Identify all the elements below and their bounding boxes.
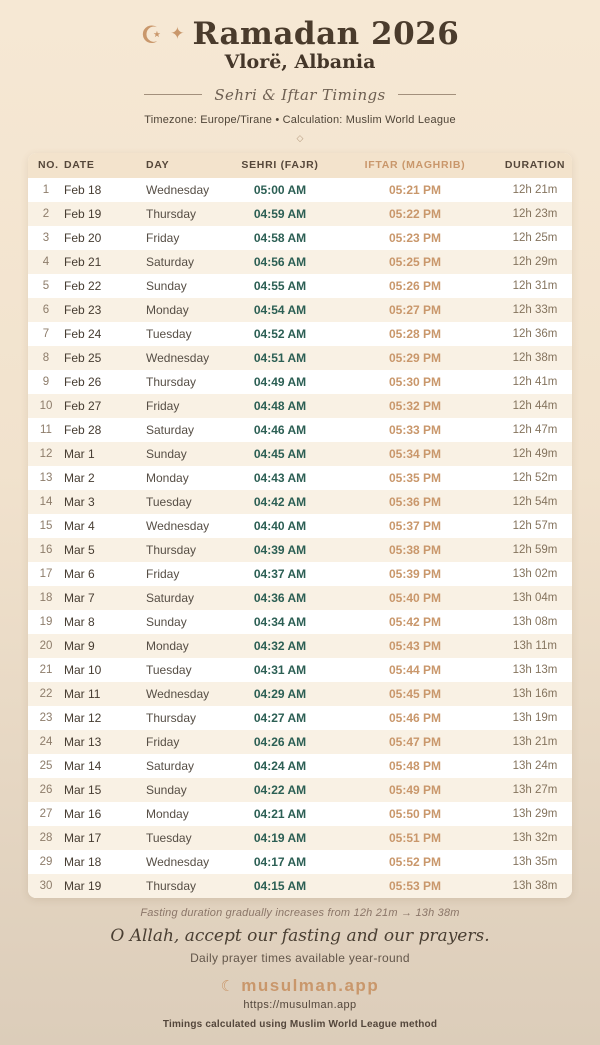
iftar-time: 05:26 PM xyxy=(388,278,442,293)
row-number: 7 xyxy=(42,327,50,340)
date-cell: Mar 14 xyxy=(64,758,102,773)
iftar-time: 05:49 PM xyxy=(388,782,442,797)
table-row xyxy=(28,634,572,658)
row-number: 24 xyxy=(39,735,53,748)
sehri-time: 04:39 AM xyxy=(253,542,307,557)
table-row xyxy=(28,826,572,850)
duration-cell: 12h 25m xyxy=(512,231,558,244)
row-number: 15 xyxy=(39,519,53,532)
day-cell: Wednesday xyxy=(146,350,210,365)
day-cell: Thursday xyxy=(146,710,197,725)
sehri-time: 04:43 AM xyxy=(253,470,307,485)
row-number: 18 xyxy=(39,591,53,604)
duration-cell: 12h 47m xyxy=(512,423,558,436)
col-header-iftar: IFTAR (MAGHRIB) xyxy=(332,153,498,178)
day-cell: Sunday xyxy=(146,278,187,293)
row-number: 13 xyxy=(39,471,53,484)
day-cell: Monday xyxy=(146,470,189,485)
row-number: 5 xyxy=(42,279,50,292)
iftar-time: 05:51 PM xyxy=(388,830,442,845)
sehri-time: 04:34 AM xyxy=(253,614,307,629)
col-header-duration: DURATION xyxy=(498,153,572,178)
row-number: 27 xyxy=(39,807,53,820)
sehri-time: 04:40 AM xyxy=(253,518,307,533)
duration-cell: 13h 02m xyxy=(512,567,558,580)
date-cell: Mar 9 xyxy=(64,638,95,653)
day-cell: Wednesday xyxy=(146,182,210,197)
day-cell: Saturday xyxy=(146,590,195,605)
iftar-time: 05:33 PM xyxy=(388,422,442,437)
date-cell: Mar 18 xyxy=(64,854,102,869)
sehri-time: 04:32 AM xyxy=(253,638,307,653)
day-cell: Tuesday xyxy=(146,494,192,509)
table-row xyxy=(28,754,572,778)
day-cell: Tuesday xyxy=(146,830,192,845)
duration-cell: 12h 38m xyxy=(512,351,558,364)
page-title: Ramadan 2026 xyxy=(192,16,460,52)
section-title: Sehri & Iftar Timings xyxy=(214,85,386,104)
table-row xyxy=(28,226,572,250)
row-number: 16 xyxy=(39,543,53,556)
table-row xyxy=(28,562,572,586)
day-cell: Wednesday xyxy=(146,854,210,869)
table-row xyxy=(28,442,572,466)
table-header-row xyxy=(28,153,572,178)
iftar-time: 05:27 PM xyxy=(388,302,442,317)
duration-cell: 12h 21m xyxy=(512,183,558,196)
page-footer xyxy=(0,907,600,1030)
duration-cell: 12h 57m xyxy=(512,519,558,532)
row-number: 17 xyxy=(39,567,53,580)
sehri-time: 04:52 AM xyxy=(253,326,307,341)
duration-cell: 12h 23m xyxy=(512,207,558,220)
table-row xyxy=(28,298,572,322)
row-number: 30 xyxy=(39,879,53,892)
brand-name: musulman.app xyxy=(241,975,380,995)
day-cell: Wednesday xyxy=(146,686,210,701)
duration-cell: 12h 41m xyxy=(512,375,558,388)
table-row xyxy=(28,466,572,490)
diamond-ornament-icon: ◇ xyxy=(296,132,304,143)
date-cell: Mar 15 xyxy=(64,782,102,797)
iftar-time: 05:32 PM xyxy=(388,398,442,413)
availability-line: Daily prayer times available year-round xyxy=(190,950,410,965)
day-cell: Thursday xyxy=(146,374,197,389)
row-number: 11 xyxy=(40,423,52,436)
duration-cell: 12h 52m xyxy=(512,471,558,484)
iftar-time: 05:53 PM xyxy=(388,878,442,893)
sehri-time: 04:51 AM xyxy=(253,350,307,365)
row-number: 6 xyxy=(42,303,50,316)
day-cell: Saturday xyxy=(146,758,195,773)
iftar-time: 05:48 PM xyxy=(388,758,442,773)
iftar-time: 05:21 PM xyxy=(388,182,442,197)
iftar-time: 05:34 PM xyxy=(388,446,442,461)
table-row xyxy=(28,250,572,274)
sehri-time: 04:36 AM xyxy=(253,590,307,605)
date-cell: Mar 16 xyxy=(64,806,102,821)
date-cell: Feb 22 xyxy=(64,278,102,293)
duration-cell: 13h 35m xyxy=(512,855,558,868)
row-number: 2 xyxy=(42,207,50,220)
row-number: 26 xyxy=(39,783,53,796)
table-row xyxy=(28,274,572,298)
duration-cell: 13h 32m xyxy=(512,831,558,844)
row-number: 1 xyxy=(42,183,50,196)
day-cell: Sunday xyxy=(146,614,187,629)
date-cell: Mar 13 xyxy=(64,734,102,749)
iftar-time: 05:35 PM xyxy=(388,470,442,485)
row-number: 21 xyxy=(39,663,53,676)
duration-cell: 13h 19m xyxy=(512,711,558,724)
sehri-time: 04:49 AM xyxy=(253,374,307,389)
sehri-time: 04:24 AM xyxy=(253,758,307,773)
sehri-time: 05:00 AM xyxy=(253,182,307,197)
table-row xyxy=(28,202,572,226)
duration-cell: 13h 11m xyxy=(513,639,557,652)
iftar-time: 05:38 PM xyxy=(388,542,442,557)
sehri-time: 04:45 AM xyxy=(253,446,307,461)
sehri-time: 04:56 AM xyxy=(253,254,307,269)
table-row xyxy=(28,538,572,562)
date-cell: Feb 23 xyxy=(64,302,102,317)
duration-cell: 12h 54m xyxy=(512,495,558,508)
iftar-time: 05:28 PM xyxy=(388,326,442,341)
row-number: 20 xyxy=(39,639,53,652)
timezone-calculation-line: Timezone: Europe/Tirane • Calculation: Muslim World League xyxy=(144,113,456,126)
duration-cell: 13h 13m xyxy=(512,663,558,676)
table-row xyxy=(28,178,572,202)
section-divider xyxy=(0,86,600,104)
duration-cell: 13h 24m xyxy=(512,759,558,772)
brand-row xyxy=(0,976,600,996)
date-cell: Feb 19 xyxy=(64,206,102,221)
sehri-time: 04:19 AM xyxy=(253,830,307,845)
iftar-time: 05:23 PM xyxy=(388,230,442,245)
iftar-time: 05:39 PM xyxy=(388,566,442,581)
iftar-time: 05:52 PM xyxy=(388,854,442,869)
col-header-sehri: SEHRI (FAJR) xyxy=(228,153,332,178)
day-cell: Thursday xyxy=(146,542,197,557)
date-cell: Feb 28 xyxy=(64,422,102,437)
duration-cell: 12h 31m xyxy=(512,279,558,292)
date-cell: Mar 10 xyxy=(64,662,102,677)
iftar-time: 05:22 PM xyxy=(388,206,442,221)
date-cell: Mar 6 xyxy=(64,566,95,581)
sehri-time: 04:15 AM xyxy=(253,878,307,893)
duration-cell: 12h 29m xyxy=(512,255,558,268)
date-cell: Feb 18 xyxy=(64,182,102,197)
col-header-date: DATE xyxy=(64,153,146,178)
day-cell: Monday xyxy=(146,302,189,317)
date-cell: Feb 21 xyxy=(64,254,102,269)
row-number: 8 xyxy=(42,351,50,364)
row-number: 29 xyxy=(39,855,53,868)
duration-cell: 12h 59m xyxy=(512,543,558,556)
location-subtitle: Vlorë, Albania xyxy=(224,50,376,73)
iftar-time: 05:29 PM xyxy=(388,350,442,365)
iftar-time: 05:36 PM xyxy=(388,494,442,509)
date-cell: Mar 8 xyxy=(64,614,95,629)
date-cell: Mar 12 xyxy=(64,710,102,725)
date-cell: Mar 2 xyxy=(64,470,95,485)
sehri-time: 04:22 AM xyxy=(253,782,307,797)
sparkle-icon: ✦ xyxy=(170,24,185,44)
iftar-time: 05:40 PM xyxy=(388,590,442,605)
duration-trend-note: Fasting duration gradually increases from 12h 21m → 13h 38m xyxy=(140,906,460,919)
date-cell: Feb 24 xyxy=(64,326,102,341)
date-cell: Mar 7 xyxy=(64,590,95,605)
date-cell: Mar 3 xyxy=(64,494,95,509)
duration-cell: 12h 33m xyxy=(512,303,558,316)
iftar-time: 05:44 PM xyxy=(388,662,442,677)
day-cell: Friday xyxy=(146,566,180,581)
date-cell: Mar 1 xyxy=(64,446,95,461)
day-cell: Thursday xyxy=(146,878,197,893)
row-number: 10 xyxy=(39,399,53,412)
iftar-time: 05:50 PM xyxy=(388,806,442,821)
duration-cell: 12h 49m xyxy=(512,447,558,460)
table-row xyxy=(28,658,572,682)
table-row xyxy=(28,370,572,394)
sehri-time: 04:46 AM xyxy=(253,422,307,437)
date-cell: Feb 27 xyxy=(64,398,102,413)
duration-cell: 13h 16m xyxy=(512,687,558,700)
sehri-time: 04:54 AM xyxy=(253,302,307,317)
row-number: 19 xyxy=(39,615,53,628)
table-row xyxy=(28,418,572,442)
crescent-icon: ☾ xyxy=(220,977,235,995)
page-header xyxy=(0,18,600,144)
table-row xyxy=(28,610,572,634)
sehri-time: 04:29 AM xyxy=(253,686,307,701)
duration-cell: 13h 08m xyxy=(512,615,558,628)
sehri-time: 04:27 AM xyxy=(253,710,307,725)
duration-cell: 12h 44m xyxy=(512,399,558,412)
table-row xyxy=(28,586,572,610)
day-cell: Tuesday xyxy=(146,662,192,677)
day-cell: Monday xyxy=(146,806,189,821)
day-cell: Friday xyxy=(146,230,180,245)
day-cell: Saturday xyxy=(146,422,195,437)
iftar-time: 05:30 PM xyxy=(388,374,442,389)
table-row xyxy=(28,346,572,370)
sehri-time: 04:37 AM xyxy=(253,566,307,581)
iftar-time: 05:43 PM xyxy=(388,638,442,653)
sehri-time: 04:26 AM xyxy=(253,734,307,749)
row-number: 4 xyxy=(42,255,50,268)
iftar-time: 05:46 PM xyxy=(388,710,442,725)
day-cell: Friday xyxy=(146,398,180,413)
sehri-time: 04:48 AM xyxy=(253,398,307,413)
duration-cell: 13h 04m xyxy=(512,591,558,604)
table-row xyxy=(28,850,572,874)
table-row xyxy=(28,778,572,802)
iftar-time: 05:37 PM xyxy=(388,518,442,533)
date-cell: Feb 25 xyxy=(64,350,102,365)
sehri-time: 04:59 AM xyxy=(253,206,307,221)
table-row xyxy=(28,874,572,898)
table-row xyxy=(28,514,572,538)
duration-cell: 13h 27m xyxy=(512,783,558,796)
table-row xyxy=(28,730,572,754)
sehri-time: 04:17 AM xyxy=(253,854,307,869)
iftar-time: 05:25 PM xyxy=(388,254,442,269)
col-header-no: NO. xyxy=(28,153,64,178)
divider-rule-left xyxy=(144,94,202,95)
day-cell: Thursday xyxy=(146,206,197,221)
timings-table-card xyxy=(28,153,572,898)
brand-url: https://musulman.app xyxy=(243,998,357,1011)
day-cell: Wednesday xyxy=(146,518,210,533)
timings-table xyxy=(28,153,572,898)
day-cell: Monday xyxy=(146,638,189,653)
row-number: 14 xyxy=(39,495,53,508)
day-cell: Tuesday xyxy=(146,326,192,341)
date-cell: Mar 19 xyxy=(64,878,102,893)
table-row xyxy=(28,394,572,418)
iftar-time: 05:45 PM xyxy=(388,686,442,701)
duration-cell: 13h 29m xyxy=(512,807,558,820)
row-number: 23 xyxy=(39,711,53,724)
sehri-time: 04:42 AM xyxy=(253,494,307,509)
duration-cell: 12h 36m xyxy=(512,327,558,340)
row-number: 3 xyxy=(42,231,50,244)
iftar-time: 05:42 PM xyxy=(388,614,442,629)
sehri-time: 04:58 AM xyxy=(253,230,307,245)
divider-rule-right xyxy=(398,94,456,95)
sehri-time: 04:55 AM xyxy=(253,278,307,293)
date-cell: Feb 20 xyxy=(64,230,102,245)
table-row xyxy=(28,682,572,706)
calculation-method-line: Timings calculated using Muslim World League method xyxy=(162,1018,438,1030)
dua-quote: O Allah, accept our fasting and our prayers. xyxy=(110,925,490,946)
day-cell: Sunday xyxy=(146,782,187,797)
crescent-star-icon: ☪ xyxy=(140,21,163,49)
duration-cell: 13h 38m xyxy=(512,879,558,892)
date-cell: Mar 11 xyxy=(64,686,101,701)
iftar-time: 05:47 PM xyxy=(388,734,442,749)
day-cell: Sunday xyxy=(146,446,187,461)
table-row xyxy=(28,490,572,514)
row-number: 28 xyxy=(39,831,53,844)
sehri-time: 04:21 AM xyxy=(253,806,307,821)
row-number: 25 xyxy=(39,759,53,772)
row-number: 9 xyxy=(42,375,50,388)
date-cell: Feb 26 xyxy=(64,374,102,389)
table-row xyxy=(28,322,572,346)
date-cell: Mar 5 xyxy=(64,542,95,557)
table-row xyxy=(28,706,572,730)
date-cell: Mar 17 xyxy=(64,830,102,845)
day-cell: Friday xyxy=(146,734,180,749)
date-cell: Mar 4 xyxy=(64,518,95,533)
table-row xyxy=(28,802,572,826)
sehri-time: 04:31 AM xyxy=(253,662,307,677)
row-number: 12 xyxy=(39,447,53,460)
col-header-day: DAY xyxy=(146,153,228,178)
duration-cell: 13h 21m xyxy=(512,735,558,748)
day-cell: Saturday xyxy=(146,254,195,269)
row-number: 22 xyxy=(39,687,53,700)
